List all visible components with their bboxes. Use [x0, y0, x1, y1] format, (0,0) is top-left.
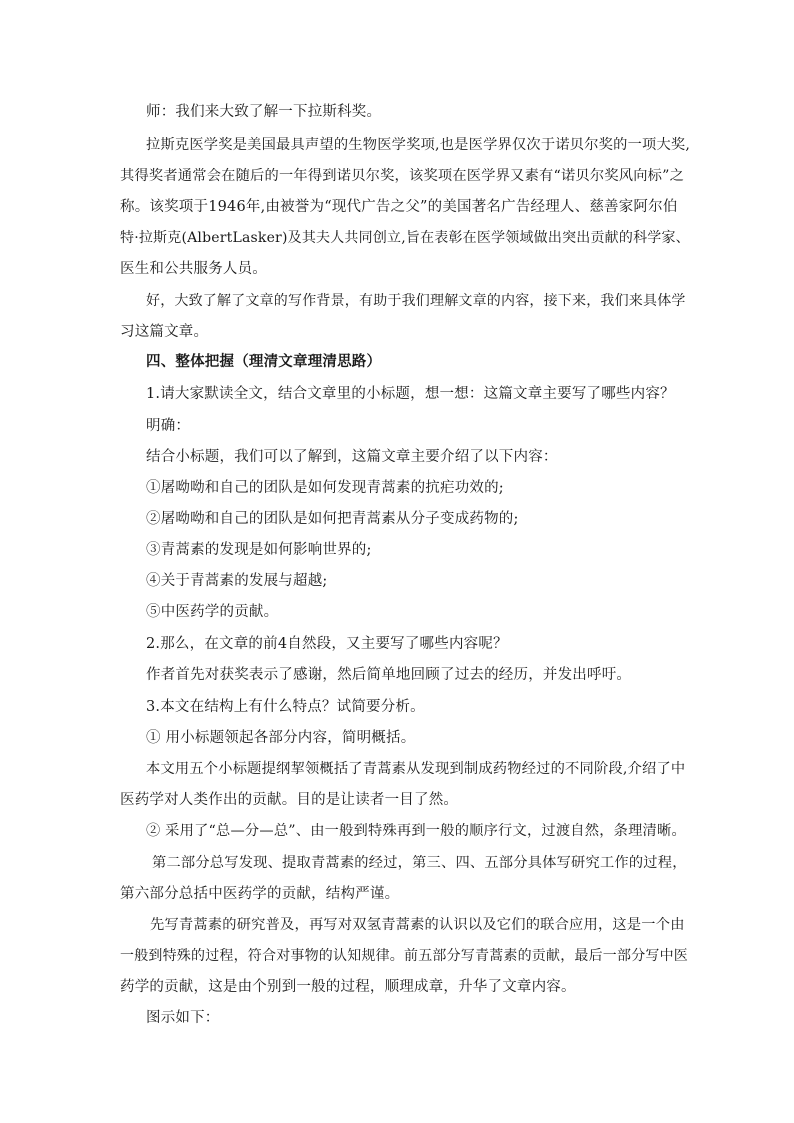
paragraph-line: 特·拉斯克(AlbertLasker)及其夫人共同创立,旨在表彰在医学领域做出突出贡献的科学家、 — [120, 230, 690, 246]
question-line: 3.本文在结构上有什么特点？试简要分析。 — [146, 699, 425, 715]
paragraph-line: 拉斯克医学奖是美国最具声望的生物医学奖项,也是医学界仅次于诺贝尔奖的一项大奖, — [146, 137, 691, 153]
paragraph-line: 师：我们来大致了解一下拉斯科奖。 — [146, 104, 382, 120]
paragraph-line: 称。该奖项于1946年,由被誉为“现代广告之父”的美国著名广告经理人、慈善家阿尔伯 — [120, 199, 678, 215]
paragraph-line: 图示如下： — [146, 1010, 220, 1026]
paragraph-line: 习这篇文章。 — [120, 324, 209, 340]
paragraph-line: 明确： — [146, 418, 191, 434]
list-item: ③青蒿素的发现是如何影响世界的; — [146, 542, 372, 558]
question-line: 2.那么，在文章的前4自然段，又主要写了哪些内容呢？ — [146, 636, 508, 652]
paragraph-line: 作者首先对获奖表示了感谢，然后简单地回顾了过去的经历，并发出呼吁。 — [146, 667, 632, 683]
paragraph-line: 第六部分总括中医药学的贡献，结构严谨。 — [120, 886, 400, 902]
paragraph-line: 医药学对人类作出的贡献。目的是让读者一目了然。 — [120, 792, 459, 808]
paragraph-line: 本文用五个小标题提纲挈领概括了青蒿素从发现到制成药物经过的不同阶段,介绍了中 — [146, 761, 686, 777]
paragraph-line: ① 用小标题领起各部分内容，简明概括。 — [146, 730, 416, 746]
paragraph-line: 药学的贡献，这是由个别到一般的过程，顺理成章，升华了文章内容。 — [120, 979, 576, 995]
list-item: ④关于青蒿素的发展与超越; — [146, 573, 328, 589]
question-line: 1.请大家默读全文，结合文章里的小标题，想一想：这篇文章主要写了哪些内容？ — [146, 386, 675, 402]
paragraph-line: 第二部分总写发现、提取青蒿素的经过，第三、四、五部分具体写研究工作的过程， — [152, 855, 687, 871]
section-heading: 四、整体把握（理清文章理清思路） — [146, 353, 382, 370]
list-item: ⑤中医药学的贡献。 — [146, 604, 279, 620]
paragraph-line: 好，大致了解了文章的写作背景，有助于我们理解文章的内容，接下来，我们来具体学 — [146, 293, 686, 309]
paragraph-line: 其得奖者通常会在随后的一年得到诺贝尔奖，该奖项在医学界又素有“诺贝尔奖风向标”之 — [120, 168, 685, 184]
paragraph-line: 医生和公共服务人员。 — [120, 261, 267, 277]
paragraph-line: 一般到特殊的过程，符合对事物的认知规律。前五部分写青蒿素的贡献，最后一部分写中医 — [120, 948, 688, 964]
list-item: ②屠呦呦和自己的团队是如何把青蒿素从分子变成药物的; — [146, 511, 519, 527]
list-item: ①屠呦呦和自己的团队是如何发现青蒿素的抗疟功效的; — [146, 480, 504, 496]
paragraph-line: 结合小标题，我们可以了解到，这篇文章主要介绍了以下内容： — [146, 449, 558, 465]
paragraph-line: 先写青蒿素的研究普及，再写对双氢青蒿素的认识以及它们的联合应用，这是一个由 — [150, 917, 685, 933]
paragraph-line: ② 采用了“总—分—总”、由一般到特殊再到一般的顺序行文，过渡自然，条理清晰。 — [146, 823, 686, 839]
